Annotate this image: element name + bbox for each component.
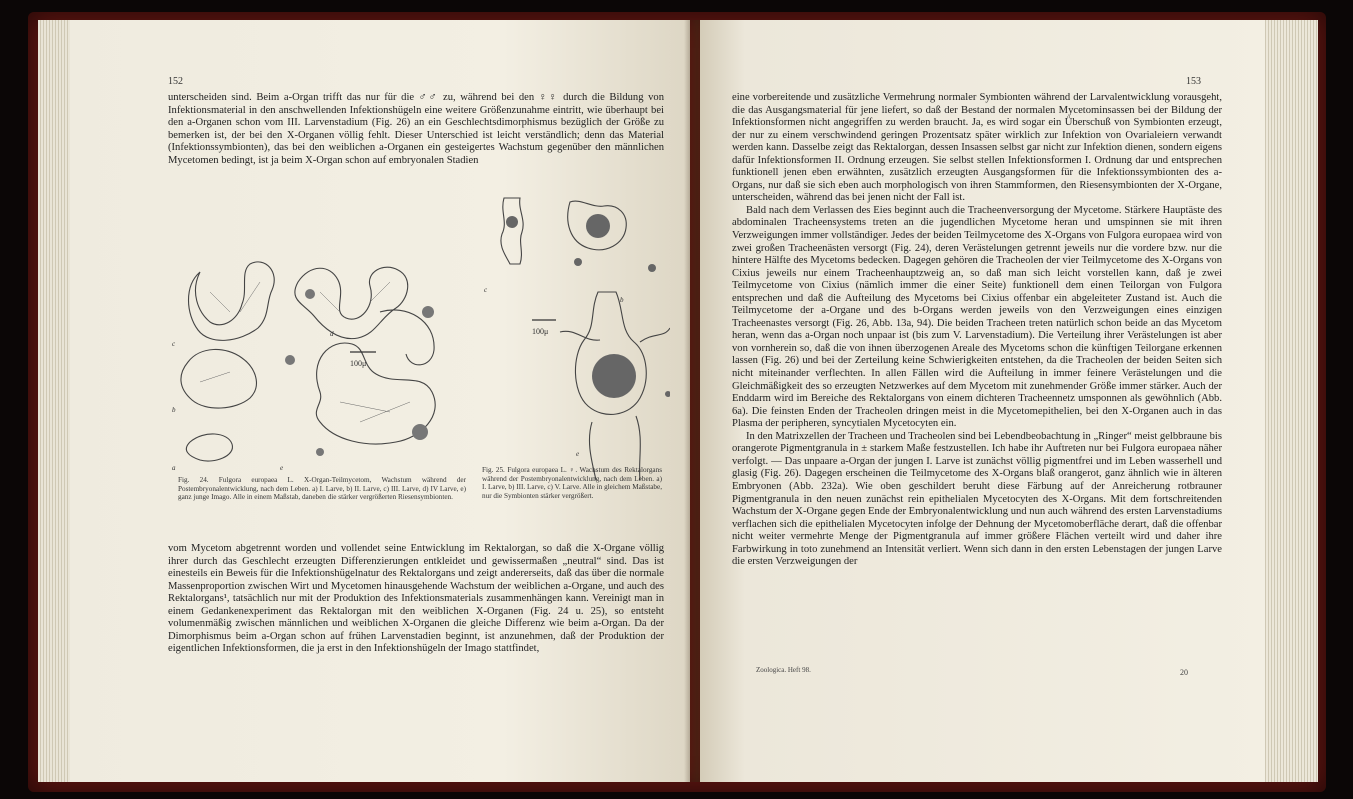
- mycetom-outline-b: [181, 349, 256, 408]
- symbiont-cluster: [422, 306, 434, 318]
- right-page: [700, 20, 1265, 782]
- symbiont-cluster: [412, 424, 428, 440]
- symbiont-cluster: [316, 448, 324, 456]
- figure-letter-b: b: [172, 406, 176, 414]
- mycetom-outline-a: [186, 434, 232, 461]
- symbiont-cluster: [305, 289, 315, 299]
- left-bottom-text: [168, 543, 664, 656]
- rectal-organ-a: [501, 198, 523, 264]
- figure-25-caption: Fig. 25. Fulgora europaea L. ♀. Wachstum des Rektalorgans während der Postembryonalentwicklung, nach dem Leben. a) I. Larve, b) III. Larve, c) V. Larve. Alle in gleichem Maßstabe, nur die Symbionten stärker vergrößert.: [482, 466, 662, 500]
- figure-letter-a: a: [172, 464, 176, 472]
- page-number: 152: [168, 76, 183, 87]
- figure-24-caption: Fig. 24. Fulgora europaea L. X-Organ-Teilmycetom, Wachstum während der Postembryonalentwicklung, nach dem Leben. a) I. Larve, b) II. Larve, c) III. Larve, d) IV Larve, e) ganz junge Imago. Alle in einem Maßstab, daneben die stärker vergrößerten Riesensymbionten.: [178, 476, 466, 502]
- figure-letter-d: d: [330, 330, 334, 338]
- figure-letter-e: e: [576, 450, 580, 458]
- paragraph: vom Mycetom abgetrennt worden und vollendet seine Entwicklung im Rektalorgan, so daß die X-Organe völlig ihrer durch das Geschlecht erzeugten Differenzierungen entkleidet und gewissermaßen „neutral“ sind. Das ist einesteils ein Beweis für die Infektionshügelnatur des Rektalorgans und zeigt andererseits, daß das über die normale Massenproportion zwischen Wirt und Mycetomen hinausgehende Wachstum der weiblichen a-Organe, und auch des Rektalorgans¹, tatsächlich nur mit der Produktion des Infektionsmaterials zusammenhängen kann. Vereinigt man in einem Gedankenexperiment das Rektalorgan mit den weiblichen X-Organen (Fig. 24 u. 25), so entsteht volumenmäßig zwischen männlichen und weiblichen X-Organen die gleiche Differenz wie beim a-Organ. Da der Dimorphismus beim a-Organ schon auf frühen Larvenstadien beginnt, ist anzunehmen, daß der Produktion der eigentlichen Infektionsformen, die ja erst in den Infektionshügeln der Imago stattfindet,: [168, 543, 664, 655]
- symbiont-cluster: [506, 216, 518, 228]
- left-page: [70, 20, 690, 782]
- page-edges-right: [1262, 20, 1318, 782]
- figure-25-scale-label: 100μ: [532, 327, 549, 336]
- symbiont-cluster: [574, 258, 582, 266]
- right-text: [732, 92, 1222, 569]
- figure-25: [480, 192, 670, 482]
- publication-footer: Zoologica. Heft 98.: [756, 666, 811, 674]
- figure-24-scale-label: 100μ: [350, 359, 367, 368]
- figure-24-drawing: [170, 242, 470, 472]
- paragraph: eine vorbereitende und zusätzliche Vermehrung normaler Symbionten während der Larvalentwicklung vorausgeht, die das Ausgangsmaterial für jene liefert, so daß der Bestand der normalen Mycetominsassen bei der Bildung der Infektionsformen nicht angegriffen zu werden braucht. Ja, es wird sogar ein Überschuß von Symbionten erzeugt, der nur zu einem verschwindend geringen Prozentsatz später wirklich zur Infektion von Ovarialeiern verwandt werden kann. Dasselbe zeigt das Rektalorgan, dessen Insassen selbst gar nicht zur Infektion dienen, sondern eigens dafür Infektionsformen II. Ordnung erzeugen. Sie selbst stellen Infektionsformen I. Ordnung dar und entsprechen funktionell jenen eben erwähnten, zusätzlich erzeugten Ausgangsformen für die Infektionssymbionten des a-Organs, nur daß sie sich eben auch morphologisch von ihren Stammformen, den Riesensymbionten der X-Organe, unterscheiden, während das bei jenen nicht der Fall ist.: [732, 92, 1222, 204]
- left-top-text: [168, 92, 664, 167]
- trachea-branch: [380, 310, 434, 365]
- figure-24: [170, 242, 470, 472]
- figure-letter-c: c: [172, 340, 176, 348]
- page-number: 153: [1186, 76, 1201, 87]
- paragraph: unterscheiden sind. Beim a-Organ trifft das nur für die ♂♂ zu, während bei den ♀♀ durch die Bildung von Infektionsmaterial in den anschwellenden Infektionshügeln eine weitere Größenzunahme eintritt, wie überhaupt bei den a-Organen schon vom III. Larvenstadium (Fig. 26) an ein Geschlechtsdimorphismus bezüglich der Größe zu bemerken ist, der bei den X-Organen völlig fehlt. Dieser Unterschied ist leicht verständlich; denn das Material (Infektionssymbionten), das bei den weiblichen a-Organen ein gesteigertes Wachstum gegenüber den männlichen Mycetomen bedingt, ist ja beim X-Organ schon auf embryonalen Stadien: [168, 92, 664, 166]
- symbiont-cluster: [648, 264, 656, 272]
- mycetom-outline-d: [295, 267, 408, 338]
- symbiont-cluster: [592, 354, 636, 398]
- figure-letter-e: e: [280, 464, 284, 472]
- symbiont-cluster: [285, 355, 295, 365]
- symbiont-cluster: [665, 391, 670, 397]
- figure-letter-b: b: [620, 296, 624, 304]
- figure-letter-c: c: [484, 286, 488, 294]
- figure-25-drawing: [480, 192, 670, 482]
- mycetom-outline-c: [189, 262, 275, 340]
- signature-mark: 20: [1180, 668, 1188, 677]
- paragraph: Bald nach dem Verlassen des Eies beginnt auch die Tracheenversorgung der Mycetome. Stärkere Hauptäste des abdominalen Tracheensystems treten an die jugendlichen Mycetome heran und umspinnen sie mit ihren Verzweigungen immer vollständiger. Jedes der beiden Teilmycetome des X-Organs von Fulgora europaea wird von zwei großen Tracheenästen versorgt (Fig. 24), deren Verästelungen getrennt jeweils nur die vordere bzw. nur die hintere Hälfte des Mycetoms bedecken. Dagegen gehören die Tracheolen der vier Teilmycetome des X-Organs von Cixius jeweils nur einem Tracheenhauptzweig an, so daß man sich leicht vorstellen kann, daß je zwei Teilmycetome von Cixius (nämlich immer die einer Seite) funktionell dem einen Teilorgan von Fulgora entsprechen und daß die Aufteilung des Mycetoms bei Cixius offenbar ein abgeleiteter Zustand ist. Auch die Teilmycetome der a-Organe und des b-Organs werden jeweils von den Verzweigungen eines einzigen Tracheenastes versorgt (Fig. 26, Abb. 13a, 94). Die beiden Tracheen treten natürlich schon beide an das Mycetom heran, wenn das a-Organ noch unpaar ist (bis zum V. Larvenstadium). Die Verteilung ihrer Verästelungen ist aber von vornherein so, daß die von ihnen überzogenen Areale des Mycetoms schon die künftigen Teilorgane erkennen lassen (Fig. 26) und bei der Zerteilung keine Schwierigkeiten entstehen, da die Tracheolen der beiden Seiten sich nicht miteinander verflechten. In allen Fällen wird die Aufteilung in immer feinere Verästelungen und die Gleichmäßigkeit des so erzeugten Netzwerkes auf dem Mycetom mit zunehmender Größe immer stärker. Auch der Enddarm wird im Bereiche des Rektalorgans von einem dichteren Tracheennetz umsponnen als gewöhnlich (Abb. 6a). Die feinsten Enden der Tracheolen dringen meist in die Mycetomepithelien, bei den X-Organen auch in das Plasma der peripheren, syncytialen Mycetocyten ein.: [732, 204, 1222, 430]
- paragraph: In den Matrixzellen der Tracheen und Tracheolen sind bei Lebendbeobachtung in „Ringer“ meist gelbbraune bis orangerote Pigmentgranula in ± starkem Maße festzustellen. Ich habe ihr Auftreten nur bei Fulgora europaea näher verfolgt. — Das unpaare a-Organ der jungen I. Larve ist zunächst völlig pigmentfrei und im Leben wasserhell und glasig (Fig. 26). Dagegen erscheinen die Teilmycetome des X-Organs blaß orangerot, ganz ähnlich wie in älteren Embryonen (Abb. 232a). Wie oben geschildert beruht diese Färbung auf der Anreicherung rotbrauner Pigmentgranula in den neuen zunächst rein epithelialen Mycetocyten des X-Organs. Mit dem fortschreitenden Wachstum der X-Organe gegen Ende der Embryonalentwicklung und nun auch während des ersten Larvenstadiums verflachen sich die epithelialen Mycetocyten infolge der Dehnung der Mycetomoberfläche derart, daß die offenbar nicht weiter vermehrte Menge der Pigmentgranula auf immer größere Flächen verteilt wird und daher ihre Farbwirkung in toto zunehmend an Intensität verliert. Wenn sich dann in den ersten Lebenstagen der jungen Larve die ersten Verzweigungen der: [732, 430, 1222, 568]
- symbiont-cluster: [586, 214, 610, 238]
